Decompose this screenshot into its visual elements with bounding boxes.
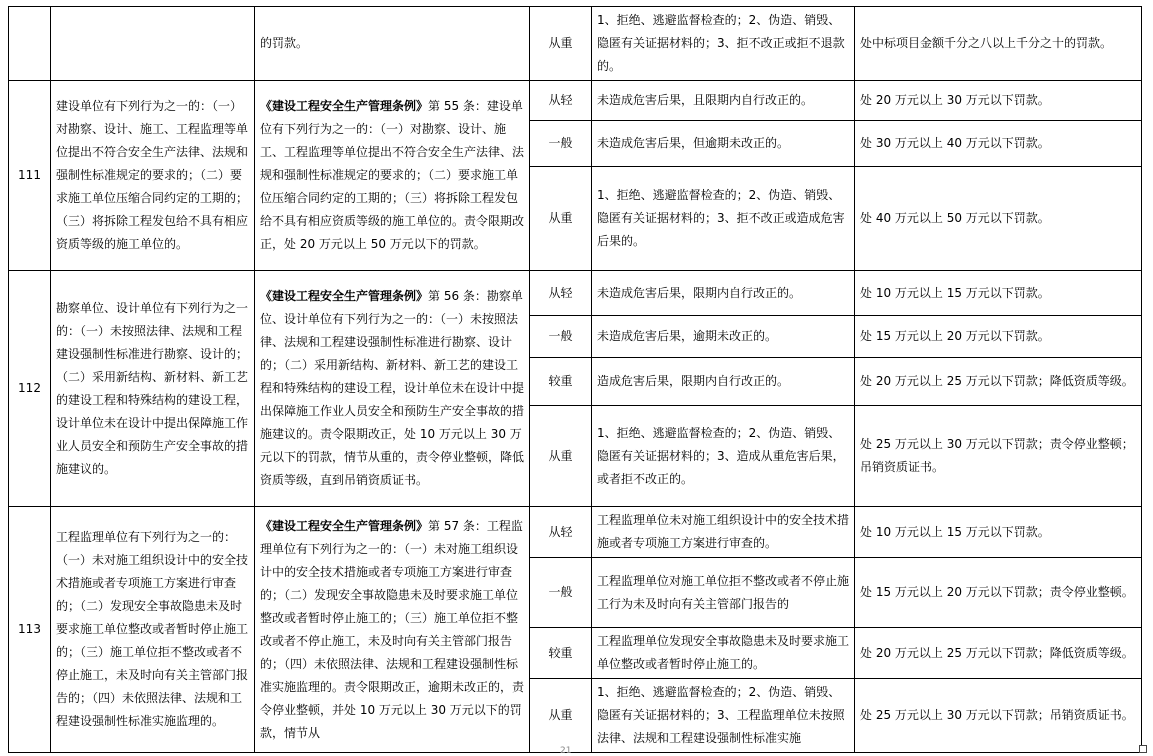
law-title: 《建设工程安全生产管理条例》 xyxy=(260,99,429,113)
row-number: 112 xyxy=(9,271,51,507)
penalty-standard: 处 10 万元以上 15 万元以下罚款。 xyxy=(855,507,1142,558)
page-number: 21 xyxy=(560,746,572,756)
discretion-level: 较重 xyxy=(530,628,592,679)
table-row xyxy=(9,7,1142,81)
penalty-standard: 处 15 万元以上 20 万元以下罚款；责令停业整顿。 xyxy=(855,558,1142,628)
legal-basis xyxy=(255,271,530,507)
discretion-level: 从轻 xyxy=(530,507,592,558)
penalty-standard: 处 20 万元以上 25 万元以下罚款；降低资质等级。 xyxy=(855,628,1142,679)
violation-behavior: 勘察单位、设计单位有下列行为之一的：（一）未按照法律、法规和工程建设强制性标准进行勘察、设计的；（二）采用新结构、新材料、新工艺的建设工程和特殊结构的建设工程，设计单位未在设计中提出保障施工作业人员安全和预防生产安全事故的措施建议的。 xyxy=(51,271,255,507)
table-row xyxy=(9,81,1142,121)
penalty-standard: 处中标项目金额千分之八以上千分之十的罚款。 xyxy=(855,7,1142,81)
table-body xyxy=(9,7,1142,753)
discretion-condition: 未造成危害后果，限期内自行改正的。 xyxy=(592,271,855,316)
penalty-standard: 处 40 万元以上 50 万元以下罚款。 xyxy=(855,167,1142,271)
table-row xyxy=(9,507,1142,558)
row-number: 111 xyxy=(9,81,51,271)
violation-behavior xyxy=(51,7,255,81)
law-title: 《建设工程安全生产管理条例》 xyxy=(260,289,429,303)
discretion-level: 较重 xyxy=(530,358,592,406)
discretion-condition: 1、拒绝、逃避监督检查的；2、伪造、销毁、隐匿有关证据材料的；3、工程监理单位未按照法律、法规和工程建设强制性标准实施 xyxy=(592,679,855,753)
discretion-condition: 工程监理单位对施工单位拒不整改或者不停止施工行为未及时向有关主管部门报告的 xyxy=(592,558,855,628)
legal-basis xyxy=(255,81,530,271)
violation-behavior: 工程监理单位有下列行为之一的：（一）未对施工组织设计中的安全技术措施或者专项施工方案进行审查的；（二）发现安全事故隐患未及时要求施工单位整改或者暂时停止施工的；（三）施工单位拒不整改或者不停止施工，未及时向有关主管部门报告的；（四）未依照法律、法规和工程建设强制性标准实施监理的。 xyxy=(51,507,255,753)
discretion-condition: 1、拒绝、逃避监督检查的；2、伪造、销毁、隐匿有关证据材料的；3、造成从重危害后果，或者拒不改正的。 xyxy=(592,406,855,507)
discretion-level: 从重 xyxy=(530,406,592,507)
penalty-discretion-table xyxy=(8,6,1142,753)
discretion-condition: 未造成危害后果，且限期内自行改正的。 xyxy=(592,81,855,121)
violation-behavior: 建设单位有下列行为之一的：（一）对勘察、设计、施工、工程监理等单位提出不符合安全生产法律、法规和强制性标准规定的要求的；（二）要求施工单位压缩合同约定的工期的；（三）将拆除工程发包给不具有相应资质等级的施工单位的。 xyxy=(51,81,255,271)
penalty-standard: 处 10 万元以上 15 万元以下罚款。 xyxy=(855,271,1142,316)
penalty-standard: 处 20 万元以上 30 万元以下罚款。 xyxy=(855,81,1142,121)
law-text: 的罚款。 xyxy=(260,36,309,50)
discretion-condition: 1、拒绝、逃避监督检查的；2、伪造、销毁、隐匿有关证据材料的；3、拒不改正或拒不退款的。 xyxy=(592,7,855,81)
discretion-level: 从轻 xyxy=(530,81,592,121)
discretion-level: 一般 xyxy=(530,121,592,167)
penalty-standard: 处 30 万元以上 40 万元以下罚款。 xyxy=(855,121,1142,167)
legal-basis xyxy=(255,507,530,753)
corner-resize-mark xyxy=(1139,745,1147,753)
discretion-condition: 1、拒绝、逃避监督检查的；2、伪造、销毁、隐匿有关证据材料的；3、拒不改正或造成危害后果的。 xyxy=(592,167,855,271)
discretion-condition: 造成危害后果，限期内自行改正的。 xyxy=(592,358,855,406)
table-row xyxy=(9,271,1142,316)
law-title: 《建设工程安全生产管理条例》 xyxy=(260,518,429,533)
discretion-level: 一般 xyxy=(530,558,592,628)
discretion-level: 从重 xyxy=(530,167,592,271)
discretion-level: 从重 xyxy=(530,7,592,81)
discretion-level: 从重 xyxy=(530,679,592,753)
penalty-standard: 处 20 万元以上 25 万元以下罚款；降低资质等级。 xyxy=(855,358,1142,406)
discretion-level: 一般 xyxy=(530,316,592,358)
penalty-standard: 处 15 万元以上 20 万元以下罚款。 xyxy=(855,316,1142,358)
discretion-condition: 工程监理单位发现安全事故隐患未及时要求施工单位整改或者暂时停止施工的。 xyxy=(592,628,855,679)
row-number xyxy=(9,7,51,81)
row-number: 113 xyxy=(9,507,51,753)
penalty-standard: 处 25 万元以上 30 万元以下罚款；责令停业整顿；吊销资质证书。 xyxy=(855,406,1142,507)
discretion-condition: 未造成危害后果，逾期未改正的。 xyxy=(592,316,855,358)
discretion-level: 从轻 xyxy=(530,271,592,316)
legal-basis xyxy=(255,7,530,81)
law-text: 第 55 条：建设单位有下列行为之一的：（一）对勘察、设计、施工、工程监理等单位提出不符合安全生产法律、法规和强制性标准规定的要求的；（二）要求施工单位压缩合同约定的工期的；（三）将拆除工程发包给不具有相应资质等级的施工单位的。责令限期改正，处 20 万元以上 50 万元以下的罚款。 xyxy=(260,99,525,251)
penalty-standard: 处 25 万元以上 30 万元以下罚款；吊销资质证书。 xyxy=(855,679,1142,753)
discretion-condition: 工程监理单位未对施工组织设计中的安全技术措施或者专项施工方案进行审查的。 xyxy=(592,507,855,558)
law-text: 第 56 条：勘察单位、设计单位有下列行为之一的：（一）未按照法律、法规和工程建设强制性标准进行勘察、设计的；（二）采用新结构、新材料、新工艺的建设工程和特殊结构的建设工程，设计单位未在设计中提出保障施工作业人员安全和预防生产安全事故的措施建议的。责令限期改正，处 10 万元以上 30 万元以下的罚款，情节从重的，责令停业整顿，降低资质等级，直到吊销资质证书。 xyxy=(260,289,525,487)
discretion-condition: 未造成危害后果，但逾期未改正的。 xyxy=(592,121,855,167)
law-text: 第 57 条：工程监理单位有下列行为之一的：（一）未对施工组织设计中的安全技术措施或者专项施工方案进行审查的；（二）发现安全事故隐患未及时要求施工单位整改或者暂时停止施工的；（三）施工单位拒不整改或者不停止施工，未及时向有关主管部门报告的；（四）未依照法律、法规和工程建设强制性标准实施监理的。责令限期改正，逾期未改正的，责令停业整顿，并处 10 万元以上 30 万元以下的罚款，情节从 xyxy=(260,518,525,740)
